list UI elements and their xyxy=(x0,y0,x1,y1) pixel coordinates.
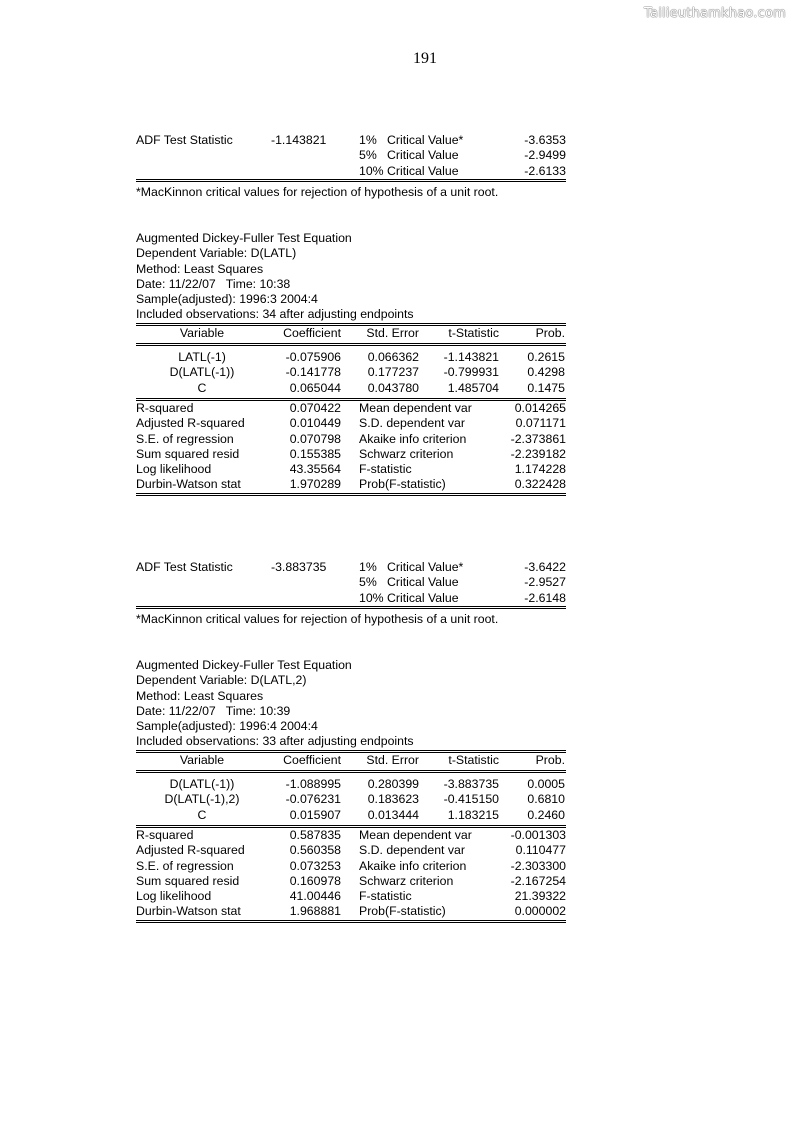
stat-label: F-statistic xyxy=(359,462,412,477)
stat-label: S.D. dependent var xyxy=(359,416,465,431)
cell: C xyxy=(197,380,207,395)
stat-label: Prob(F-statistic) xyxy=(359,904,446,919)
stat-label: Schwarz criterion xyxy=(359,873,454,888)
stat-value: 0.155385 xyxy=(289,446,341,461)
table-row xyxy=(136,365,566,380)
cell: D(LATL(-1)) xyxy=(169,777,235,792)
stat-label: R-squared xyxy=(136,827,194,842)
stat-value: -2.239182 xyxy=(510,446,566,461)
stat-label: Prob(F-statistic) xyxy=(359,477,446,492)
stat-label: Log likelihood xyxy=(136,462,212,477)
cell: 0.183623 xyxy=(367,792,419,807)
stat-value: 21.39322 xyxy=(514,889,566,904)
stat-row xyxy=(136,401,566,416)
stat-label: Adjusted R-squared xyxy=(136,416,245,431)
stat-row xyxy=(136,843,566,858)
adf-test-block-1 xyxy=(136,133,566,200)
critical-value: -2.9527 xyxy=(524,575,566,590)
cell: C xyxy=(197,807,207,822)
cell: 0.280399 xyxy=(367,777,419,792)
stat-row xyxy=(136,477,566,492)
stat-row xyxy=(136,828,566,843)
critical-label: 1% Critical Value* xyxy=(359,560,464,574)
double-rule xyxy=(136,493,566,496)
stat-value: 0.110477 xyxy=(515,843,566,858)
double-rule xyxy=(136,770,566,773)
test-equation-2 xyxy=(136,658,566,923)
sample: Sample(adjusted): 1996:4 2004:4 xyxy=(136,719,318,734)
cell: 0.013444 xyxy=(367,807,419,822)
stat-value: 0.071171 xyxy=(515,416,566,431)
stat-value: 1.174228 xyxy=(514,462,566,477)
cell: -0.075906 xyxy=(285,350,341,365)
stat-label: Durbin-Watson stat xyxy=(136,904,241,919)
cell: -3.883735 xyxy=(443,777,499,792)
header-t-statistic: t-Statistic xyxy=(448,325,499,340)
table-row xyxy=(136,792,566,807)
adf-row xyxy=(136,164,566,179)
observations: Included observations: 34 after adjusting endpoints xyxy=(136,307,414,322)
stat-label: R-squared xyxy=(136,400,194,415)
cell: 0.2615 xyxy=(527,350,565,365)
stat-value: 0.560358 xyxy=(289,843,341,858)
stat-row xyxy=(136,904,566,919)
header-variable: Variable xyxy=(179,752,225,767)
stat-value: 0.014265 xyxy=(514,400,566,415)
stat-label: Sum squared resid xyxy=(136,873,240,888)
sample: Sample(adjusted): 1996:3 2004:4 xyxy=(136,292,318,307)
stat-value: 0.160978 xyxy=(289,873,341,888)
adf-row xyxy=(136,148,566,163)
stat-value: 1.968881 xyxy=(289,904,341,919)
adf-row xyxy=(136,133,566,148)
stat-value: -2.167254 xyxy=(510,873,566,888)
cell: 0.4298 xyxy=(527,365,565,380)
cell: 0.065044 xyxy=(289,380,341,395)
stat-label: Mean dependent var xyxy=(359,400,472,415)
stat-row xyxy=(136,889,566,904)
cell: 1.183215 xyxy=(447,807,499,822)
stat-row xyxy=(136,859,566,874)
mackinnon-note: *MacKinnon critical values for rejection of hypothesis of a unit root. xyxy=(136,611,499,626)
critical-value: -2.6133 xyxy=(524,163,566,178)
dependent-variable: Dependent Variable: D(LATL) xyxy=(136,246,297,261)
equation-title: Augmented Dickey-Fuller Test Equation xyxy=(136,231,352,245)
stat-value: 0.322428 xyxy=(514,477,566,492)
method: Method: Least Squares xyxy=(136,261,264,276)
adf-label: ADF Test Statistic xyxy=(136,560,233,574)
cell: 0.066362 xyxy=(367,350,419,365)
cell: -0.141778 xyxy=(285,365,341,380)
table-header xyxy=(136,326,566,341)
double-rule xyxy=(136,343,566,346)
cell: LATL(-1) xyxy=(178,350,226,365)
stat-row xyxy=(136,432,566,447)
critical-value: -3.6422 xyxy=(524,560,566,574)
stat-label: Schwarz criterion xyxy=(359,446,454,461)
header-coefficient: Coefficient xyxy=(283,752,341,767)
stat-label: Akaike info criterion xyxy=(359,858,467,873)
stat-label: Durbin-Watson stat xyxy=(136,477,241,492)
stat-value: 0.070422 xyxy=(289,400,341,415)
date-time: Date: 11/22/07 Time: 10:39 xyxy=(136,703,291,718)
cell: -1.143821 xyxy=(443,350,499,365)
critical-label: 10% Critical Value xyxy=(359,590,459,605)
cell: D(LATL(-1)) xyxy=(169,365,235,380)
stat-label: Log likelihood xyxy=(136,889,212,904)
cell: -1.088995 xyxy=(285,777,341,792)
stat-value: 41.00446 xyxy=(289,889,341,904)
stat-value: 0.587835 xyxy=(289,827,341,842)
stat-row xyxy=(136,462,566,477)
adf-test-block-2 xyxy=(136,560,566,627)
adf-label: ADF Test Statistic xyxy=(136,133,233,147)
critical-value: -2.6148 xyxy=(524,590,566,605)
cell: D(LATL(-1),2) xyxy=(164,792,240,807)
header-prob: Prob. xyxy=(535,752,565,767)
mackinnon-note: *MacKinnon critical values for rejection of hypothesis of a unit root. xyxy=(136,184,499,199)
critical-label: 5% Critical Value xyxy=(359,148,459,163)
cell: 0.177237 xyxy=(367,365,419,380)
stat-label: Adjusted R-squared xyxy=(136,843,245,858)
header-variable: Variable xyxy=(179,325,225,340)
stat-label: F-statistic xyxy=(359,889,412,904)
stat-row xyxy=(136,874,566,889)
stat-value: 1.970289 xyxy=(289,477,341,492)
cell: 1.485704 xyxy=(447,380,499,395)
watermark: Tailieuthamkhao.com xyxy=(644,6,786,21)
stat-label: S.E. of regression xyxy=(136,431,234,446)
table-row xyxy=(136,350,566,365)
critical-value: -2.9499 xyxy=(524,148,566,163)
header-t-statistic: t-Statistic xyxy=(448,752,499,767)
stat-label: S.E. of regression xyxy=(136,858,234,873)
adf-row xyxy=(136,575,566,590)
cell: 0.2460 xyxy=(527,807,565,822)
stat-value: -2.303300 xyxy=(510,858,566,873)
observations: Included observations: 33 after adjusting endpoints xyxy=(136,734,414,749)
method: Method: Least Squares xyxy=(136,688,264,703)
page-number: 191 xyxy=(413,50,437,67)
adf-row xyxy=(136,560,566,575)
table-header xyxy=(136,753,566,768)
table-row xyxy=(136,381,566,396)
table-row xyxy=(136,777,566,792)
test-equation-1 xyxy=(136,231,566,496)
cell: 0.015907 xyxy=(289,807,341,822)
stat-label: Sum squared resid xyxy=(136,446,240,461)
date-time: Date: 11/22/07 Time: 10:38 xyxy=(136,276,291,291)
cell: 0.6810 xyxy=(527,792,565,807)
critical-label: 1% Critical Value* xyxy=(359,133,464,147)
stat-label: Mean dependent var xyxy=(359,827,472,842)
critical-label: 10% Critical Value xyxy=(359,163,459,178)
stat-label: S.D. dependent var xyxy=(359,843,465,858)
equation-title: Augmented Dickey-Fuller Test Equation xyxy=(136,658,352,672)
stat-row xyxy=(136,447,566,462)
stat-value: -0.001303 xyxy=(510,827,566,842)
stat-value: 0.000002 xyxy=(514,904,566,919)
header-std-error: Std. Error xyxy=(366,752,419,767)
cell: -0.415150 xyxy=(443,792,499,807)
table-row xyxy=(136,808,566,823)
adf-value: -1.143821 xyxy=(271,133,327,147)
double-rule xyxy=(136,606,566,609)
dependent-variable: Dependent Variable: D(LATL,2) xyxy=(136,673,307,688)
stat-value: 0.010449 xyxy=(289,416,341,431)
stat-value: 0.073253 xyxy=(289,858,341,873)
stat-row xyxy=(136,416,566,431)
adf-value: -3.883735 xyxy=(271,560,327,574)
critical-label: 5% Critical Value xyxy=(359,575,459,590)
stat-value: 0.070798 xyxy=(289,431,341,446)
cell: 0.0005 xyxy=(527,777,565,792)
header-coefficient: Coefficient xyxy=(283,325,341,340)
cell: -0.799931 xyxy=(443,365,499,380)
cell: -0.076231 xyxy=(285,792,341,807)
cell: 0.1475 xyxy=(527,380,565,395)
double-rule xyxy=(136,920,566,923)
stat-value: 43.35564 xyxy=(289,462,341,477)
cell: 0.043780 xyxy=(367,380,419,395)
stat-label: Akaike info criterion xyxy=(359,431,467,446)
stat-value: -2.373861 xyxy=(510,431,566,446)
double-rule xyxy=(136,179,566,182)
critical-value: -3.6353 xyxy=(524,133,566,147)
header-prob: Prob. xyxy=(535,325,565,340)
header-std-error: Std. Error xyxy=(366,325,419,340)
adf-row xyxy=(136,591,566,606)
